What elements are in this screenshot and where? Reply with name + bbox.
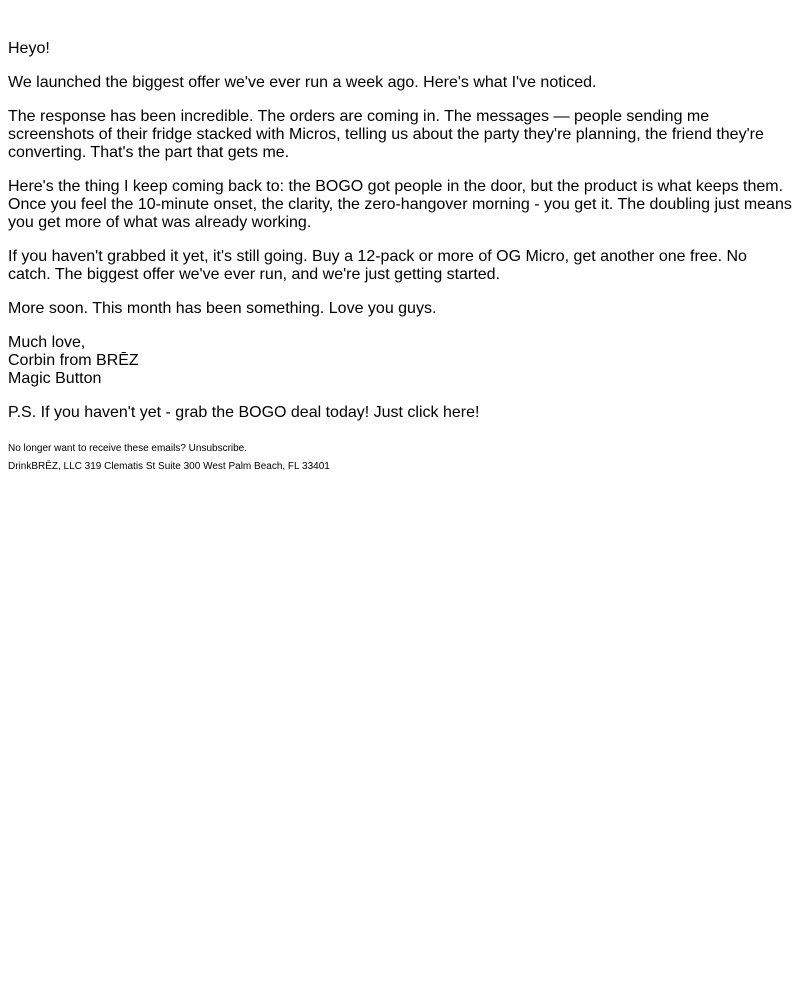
- greeting: Heyo!: [8, 40, 50, 57]
- paragraph-closing: More soon. This month has been something. Love you guys.: [8, 300, 437, 317]
- email-body: [0, 0, 800, 476]
- paragraph-response: The response has been incredible. The orders are coming in. The messages — people sending me screenshots of their fridge stacked with Micros, telling us about the party they're planning, the friend they're converting. That's the part that gets me.: [8, 108, 764, 161]
- signature-closing: Much love,: [8, 334, 86, 351]
- company-address: DrinkBRĒZ, LLC 319 Clematis St Suite 300 West Palm Beach, FL 33401: [8, 461, 330, 472]
- paragraph-product: Here's the thing I keep coming back to: the BOGO got people in the door, but the product is what keeps them. Once you feel the 10-minute onset, the clarity, the zero-hangover morning - you get it. The doubling just means you get more of what was already working.: [8, 178, 792, 231]
- paragraph-launch: We launched the biggest offer we've ever run a week ago. Here's what I've noticed.: [8, 74, 597, 91]
- unsubscribe-line: [8, 440, 792, 458]
- paragraph-offer: If you haven't grabbed it yet, it's still going. Buy a 12-pack or more of OG Micro, get another one free. No catch. The biggest offer we've ever run, and we're just getting started.: [8, 248, 747, 283]
- postscript-text: P.S. If you haven't yet - grab the BOGO deal today! Just: [8, 404, 408, 421]
- unsubscribe-link[interactable]: Unsubscribe.: [188, 443, 248, 454]
- bogo-deal-link[interactable]: click here!: [407, 404, 480, 421]
- unsubscribe-prefix: No longer want to receive these emails?: [8, 443, 189, 454]
- postscript: [8, 404, 792, 422]
- signature-tagline: Magic Button: [8, 370, 102, 387]
- signature-name: Corbin from BRĒZ: [8, 352, 139, 369]
- email-footer: [8, 440, 792, 476]
- signature: [8, 334, 792, 388]
